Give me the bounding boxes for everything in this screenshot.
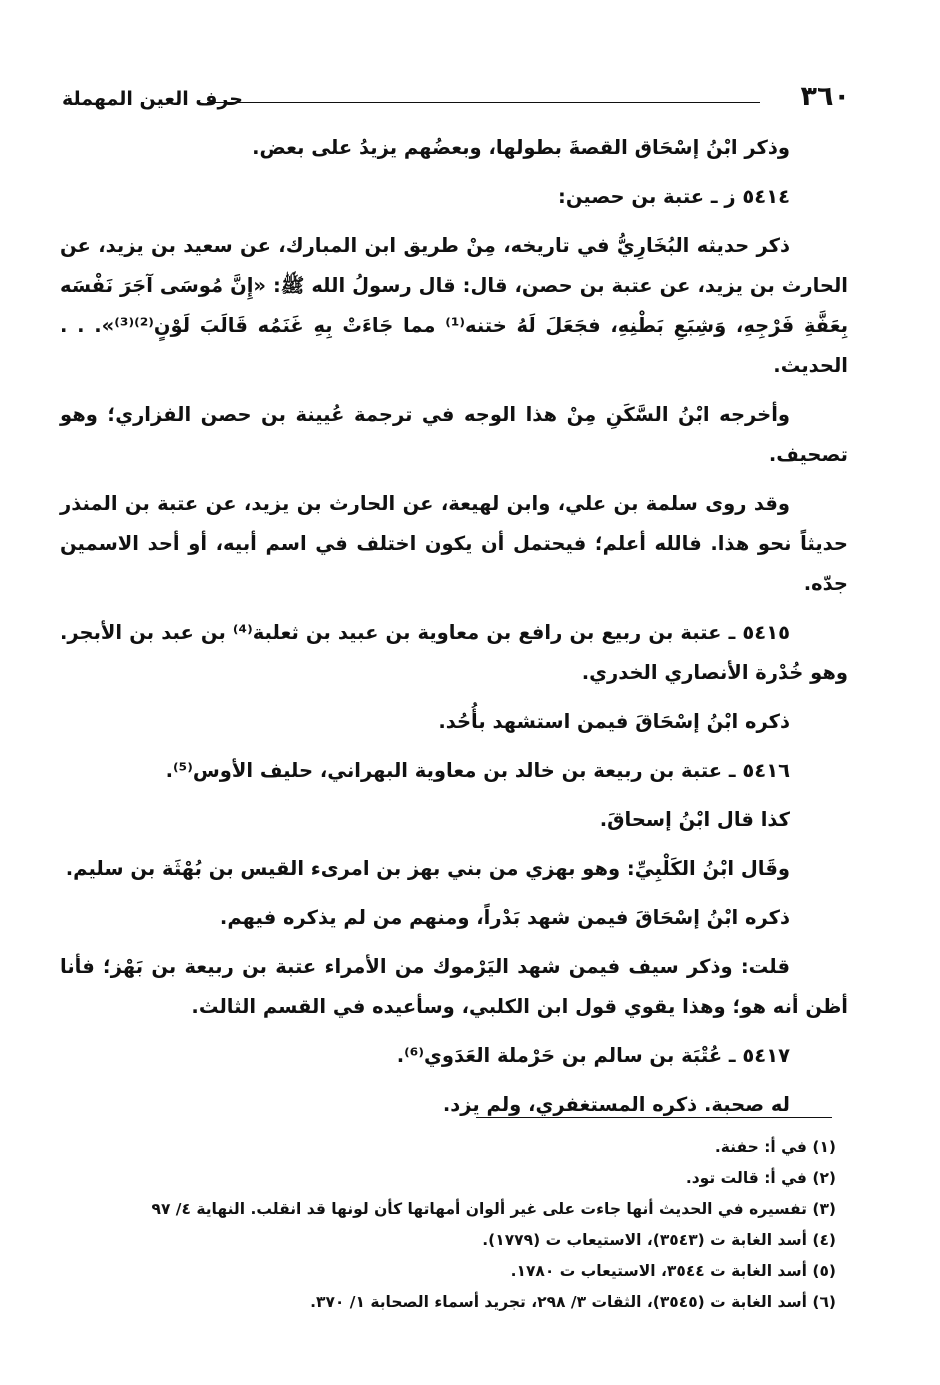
entry-title: ز ـ عتبة بن حصين: bbox=[558, 185, 736, 208]
paragraph: ذكره ابْنُ إسْحَاقَ فيمن شهد بَدْراً، ومنهم من لم يذكره فيهم. bbox=[219, 906, 790, 929]
paragraph: كذا قال ابْنُ إسحاقَ. bbox=[599, 808, 790, 831]
paragraph: ذكره ابْنُ إسْحَاقَ فيمن استشهد بأُحُد. bbox=[438, 710, 790, 733]
footnote: (٣) تفسيره في الحديث أنها جاءت على غير ألوان أمهاتها كأن لونها قد انقلب. النهاية ٤/ ٩٧ bbox=[151, 1200, 836, 1218]
footnote: (١) في أ: حفنة. bbox=[714, 1138, 836, 1156]
page-number: ٣٦٠ bbox=[800, 81, 850, 112]
chapter-title: حرف العين المهملة bbox=[62, 88, 243, 110]
footnote: (٢) في أ: قالت تود. bbox=[685, 1169, 836, 1187]
entry-number: ٥٤١٥ bbox=[742, 621, 790, 644]
entry-title: ـ عُتْبَة بن سالم بن حَرْملة العَدَوي⁽⁶⁾. bbox=[396, 1044, 736, 1067]
entry-title: ـ عتبة بن ربيعة بن خالد بن معاوية البهراني، حليف الأوس⁽⁵⁾. bbox=[165, 759, 736, 782]
entry-number: ٥٤١٦ bbox=[742, 759, 790, 782]
paragraph: وأخرجه ابْنُ السَّكَنِ مِنْ هذا الوجه في ترجمة عُيينة بن حصن الفزاري؛ وهو تصحيف. bbox=[60, 403, 848, 466]
footnote: (٦) أسد الغابة ت (٣٥٤٥)، الثقات ٣/ ٢٩٨، تجريد أسماء الصحابة ١/ ٣٧٠. bbox=[310, 1293, 836, 1311]
footnote-separator bbox=[110, 1117, 832, 1118]
entry-heading bbox=[60, 177, 848, 217]
page-header bbox=[62, 82, 850, 116]
body-text bbox=[60, 128, 848, 1134]
paragraph: وذكر ابْنُ إسْحَاق القصةَ بطولها، وبعضُهم يزيدُ على بعض. bbox=[252, 136, 790, 159]
entry-heading bbox=[60, 751, 848, 791]
footnote: (٤) أسد الغابة ت (٣٥٤٣)، الاستيعاب ت (١٧٧٩). bbox=[482, 1231, 836, 1249]
footnotes bbox=[60, 1132, 836, 1318]
entry-heading bbox=[60, 613, 848, 693]
paragraph: وقَال ابْنُ الكَلْبِيِّ: وهو بهزي من بني بهز بن امرىء القيس بن بُهْثَة بن سليم. bbox=[65, 857, 790, 880]
entry-number: ٥٤١٤ bbox=[742, 185, 790, 208]
entry-number: ٥٤١٧ bbox=[742, 1044, 790, 1067]
entry-title: ـ عتبة بن ربيع بن رافع بن معاوية بن عبيد بن ثعلبة⁽⁴⁾ بن عبد بن الأبجر. وهو خُدْرة الأنصاري الخدري. bbox=[60, 621, 848, 684]
footnote: (٥) أسد الغابة ت ٣٥٤٤، الاستيعاب ت ١٧٨٠. bbox=[510, 1262, 836, 1280]
paragraph: له صحبة. ذكره المستغفري، ولم يزد. bbox=[442, 1093, 790, 1116]
header-rule bbox=[207, 102, 760, 103]
paragraph: قلت: وذكر سيف فيمن شهد اليَرْموك من الأمراء عتبة بن ربيعة بن بَهْز؛ فأنا أظن أنه هو؛ وهذا يقوي قول ابن الكلبي، وسأعيده في القسم الثالث. bbox=[60, 955, 848, 1018]
paragraph: وقد روى سلمة بن علي، وابن لهيعة، عن الحارث بن يزيد، عن عتبة بن المنذر حديثاً نحو هذا. فالله أعلم؛ فيحتمل أن يكون اختلف في اسم أبيه، أو أحد الاسمين جدّه. bbox=[60, 492, 848, 595]
paragraph: ذكر حديثه البُخَارِيُّ في تاريخه، مِنْ طريق ابن المبارك، عن سعيد بن يزيد، عن الحارث بن يزيد، عن عتبة بن حصن، قال: قال رسولُ الله ﷺ: «إِنَّ مُوسَى آجَرَ نَفْسَه بِعَفَّةِ فَرْجِهِ، وَشِبَعِ بَطْنِهِ، فجَعَلَ لَهُ ختنه⁽¹⁾ مما جَاءَتْ بِهِ غَنَمُه قَالَبَ لَوْنٍ⁽²⁾⁽³⁾». . . الحديث. bbox=[60, 234, 849, 377]
entry-heading bbox=[60, 1036, 848, 1076]
